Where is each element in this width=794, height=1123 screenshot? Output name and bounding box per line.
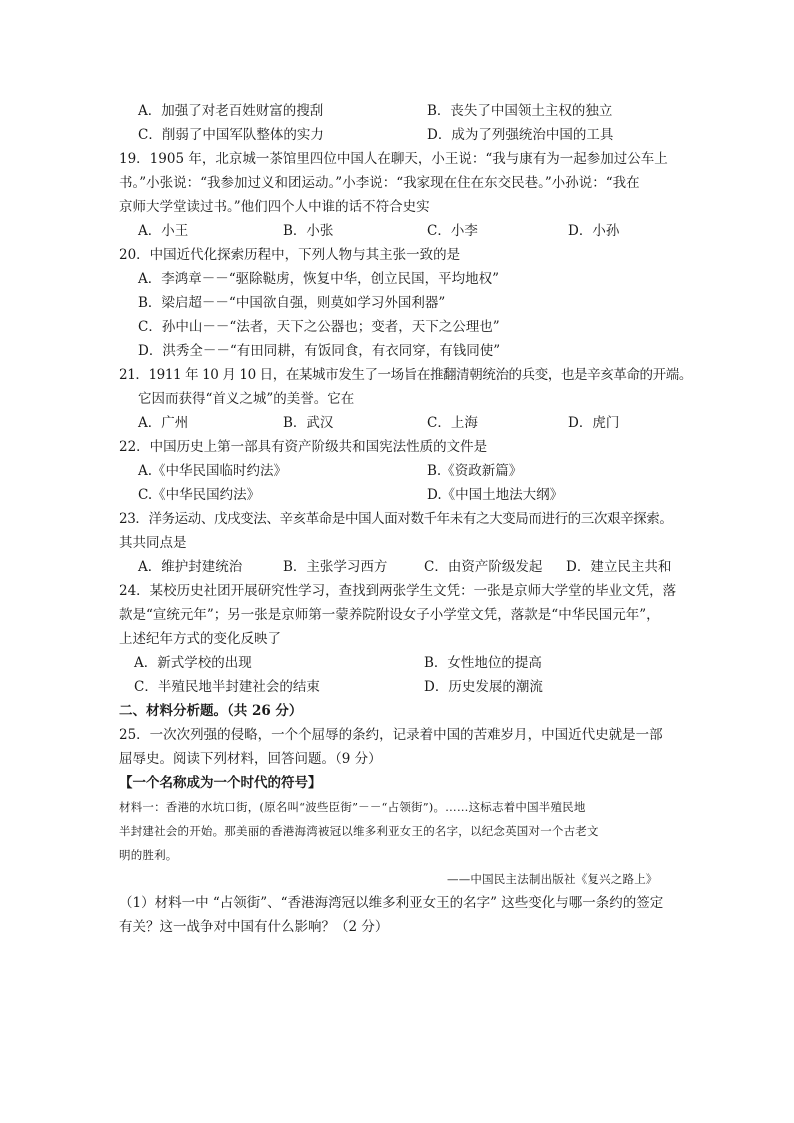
q20-option-d: D．洪秀全－－“有田同耕，有饭同食，有衣同穿，有钱同使”: [138, 343, 501, 359]
q18-option-b: B．丧失了中国领土主权的独立: [427, 103, 613, 119]
q22-option-b: B.《资政新篇》: [427, 463, 523, 479]
q23-option-c: C．由资产阶级发起: [424, 559, 543, 575]
q21-stem-line1: 21．1911 年 10 月 10 日，在某城市发生了一场旨在推翻清朝统治的兵变，也是辛亥革命的开端。: [119, 367, 692, 383]
q25-sub1-line2: 有关？这一战争对中国有什么影响？（2 分）: [119, 919, 389, 935]
q19-stem-line3: 京师大学堂读过书。”他们四个人中谁的话不符合史实: [119, 199, 430, 215]
q22-option-a: A.《中华民国临时约法》: [138, 463, 288, 479]
q25-stem-line1: 25．一次次列强的侵略，一个个屈辱的条约，记录着中国的苦难岁月，中国近代史就是一部: [119, 727, 663, 743]
q20-option-a: A．李鸿章－－“驱除鞑虏，恢复中华，创立民国，平均地权”: [138, 271, 500, 287]
q23-stem-line1: 23．洋务运动、戊戌变法、辛亥革命是中国人面对数千年未有之大变局而进行的三次艰辛探索。: [119, 511, 673, 527]
q24-option-b: B．女性地位的提高: [424, 655, 542, 671]
q22-option-d: D.《中国土地法大纲》: [427, 487, 564, 503]
q21-option-a: A．广州: [138, 415, 189, 431]
q25-sub1-line1: （1）材料一中 “占领街”、“香港海湾冠以维多利亚女王的名字” 这些变化与哪一条约的签定: [119, 895, 664, 911]
q19-option-c: C．小李: [427, 223, 478, 239]
q20-stem: 20．中国近代化探索历程中，下列人物与其主张一致的是: [119, 247, 461, 263]
q19-stem-line1: 19．1905 年，北京城一茶馆里四位中国人在聊天，小王说：“我与康有为一起参加过公车上: [119, 151, 668, 167]
material-1-line3: 明的胜利。: [119, 848, 178, 862]
q18-option-c: C．削弱了中国军队整体的实力: [138, 127, 324, 143]
q18-option-d: D．成为了列强统治中国的工具: [427, 127, 614, 143]
q19-option-a: A．小王: [138, 223, 189, 239]
q21-stem-line2: 它因而获得“首义之城”的美誉。它在: [138, 391, 355, 407]
q20-option-b: B．梁启超－－“中国欲自强，则莫如学习外国利器”: [138, 295, 446, 311]
q21-option-c: C．上海: [427, 415, 478, 431]
q23-option-d: D．建立民主共和: [566, 559, 672, 575]
material-source: ——中国民主法制出版社《复兴之路上》: [447, 872, 658, 886]
q24-stem-line3: 上述纪年方式的变化反映了: [119, 631, 281, 647]
q24-stem-line2: 款是“宣统元年”；另一张是京师第一蒙养院附设女子小学堂文凭，落款是“中华民国元年”，: [119, 607, 660, 623]
q23-option-a: A．维护封建统治: [138, 559, 243, 575]
q19-option-b: B．小张: [283, 223, 334, 239]
q23-option-b: B．主张学习西方: [283, 559, 388, 575]
section-heading: 二、材料分析题。（共 26 分）: [119, 703, 303, 719]
material-title: 【一个名称成为一个时代的符号】: [119, 775, 322, 791]
q24-option-a: A．新式学校的出现: [134, 655, 252, 671]
q25-stem-line2: 屈辱史。阅读下列材料，回答问题。（9 分）: [119, 751, 382, 767]
q24-option-c: C．半殖民地半封建社会的结束: [134, 679, 320, 695]
material-1-line2: 半封建社会的开始。那美丽的香港海湾被冠以维多利亚女王的名字，以纪念英国对一个古老文: [119, 824, 599, 838]
q23-stem-line2: 其共同点是: [119, 535, 187, 551]
q24-stem-line1: 24．某校历史社团开展研究性学习，查找到两张学生文凭：一张是京师大学堂的毕业文凭，落: [119, 583, 677, 599]
q18-option-a: A．加强了对老百姓财富的搜刮: [138, 103, 324, 119]
q21-option-d: D．虎门: [568, 415, 620, 431]
q21-option-b: B．武汉: [283, 415, 334, 431]
q22-option-c: C.《中华民国约法》: [138, 487, 261, 503]
q19-stem-line2: 书。”小张说：“我参加过义和团运动。”小李说：“我家现在住在东交民巷。”小孙说：“我在: [119, 175, 640, 191]
q24-option-d: D．历史发展的潮流: [424, 679, 543, 695]
q22-stem: 22．中国历史上第一部具有资产阶级共和国宪法性质的文件是: [119, 439, 488, 455]
q19-option-d: D．小孙: [568, 223, 620, 239]
material-1-line1: 材料一：香港的水坑口街，(原名叫“波些臣街”－－“占领街”)。……这标志着中国半殖民地: [119, 800, 586, 814]
q20-option-c: C．孙中山－－“法者，天下之公器也；变者，天下之公理也”: [138, 319, 500, 335]
